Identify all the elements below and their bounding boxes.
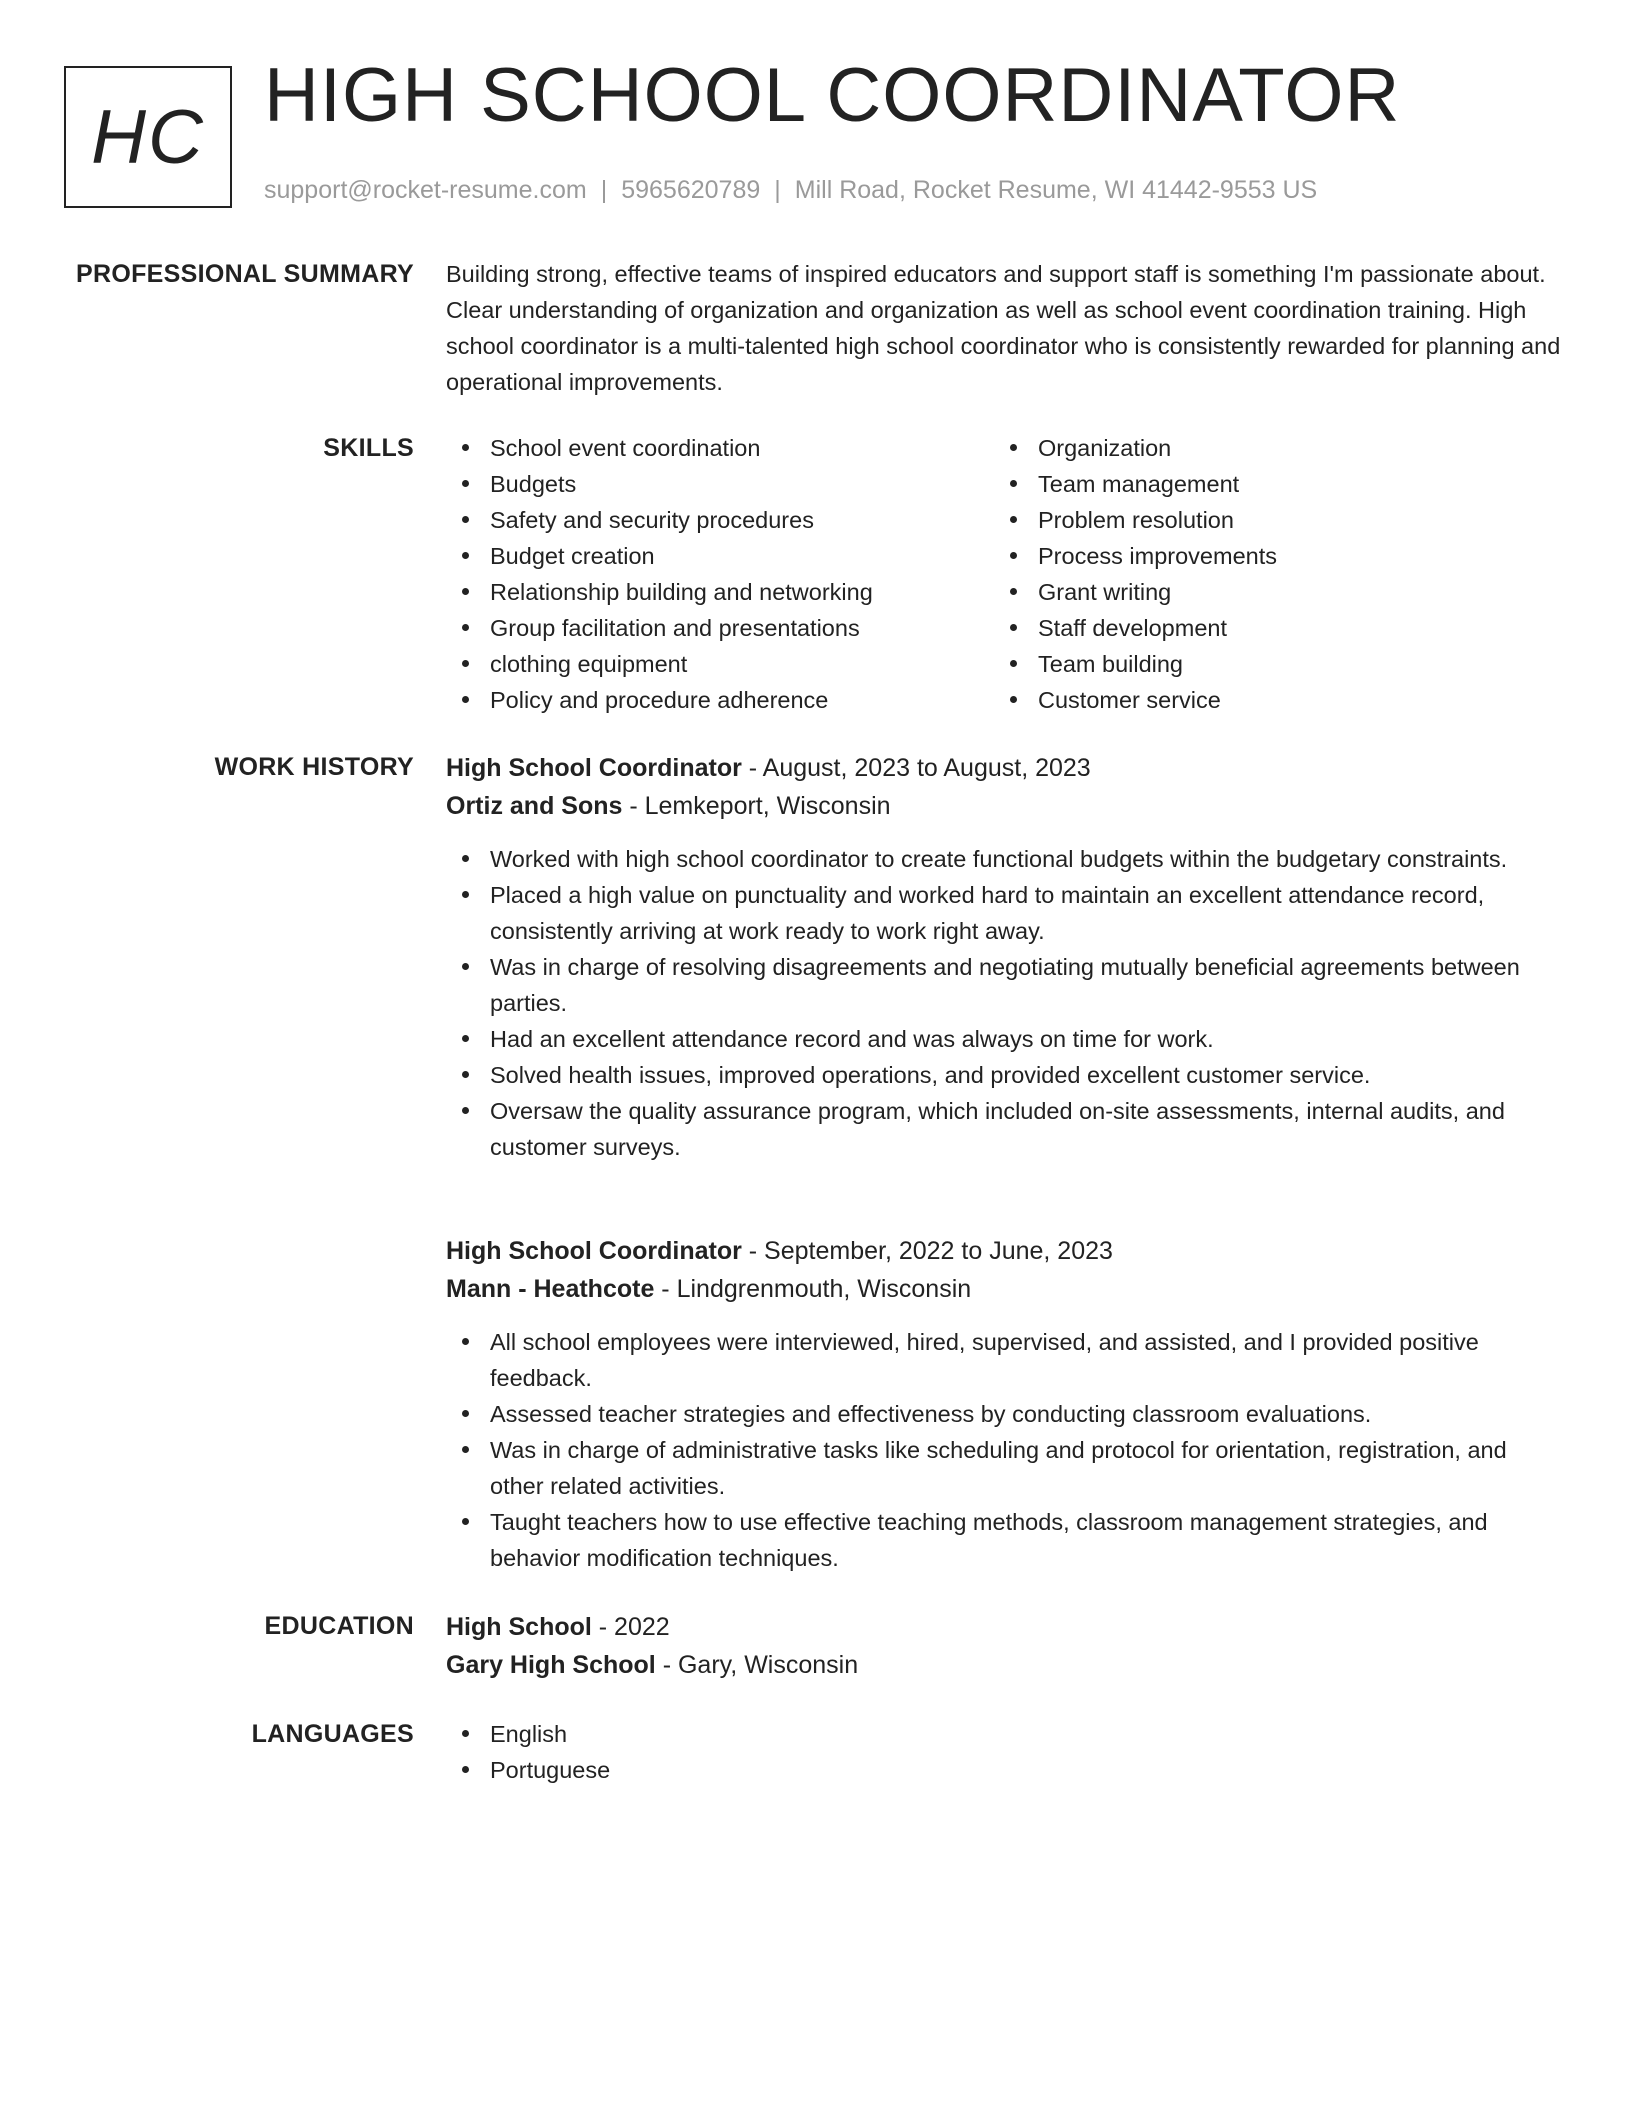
job-bullet: All school employees were interviewed, hired, supervised, and assisted, and I provided positive feedback. <box>446 1324 1566 1396</box>
job-bullet: Had an excellent attendance record and was always on time for work. <box>446 1021 1566 1057</box>
job-title: High School Coordinator <box>446 1237 742 1265</box>
contact-email: support@rocket-resume.com <box>264 176 587 204</box>
resume-title: HIGH SCHOOL COORDINATOR <box>264 53 1401 138</box>
skills-list-right <box>994 430 1542 718</box>
employer-location: - Lemkeport, Wisconsin <box>622 792 891 820</box>
employer-line <box>446 1270 1566 1308</box>
skill-item: Organization <box>994 430 1542 466</box>
job-bullet: Solved health issues, improved operations, and provided excellent customer service. <box>446 1057 1566 1093</box>
job-bullet: Placed a high value on punctuality and worked hard to maintain an excellent attendance record, consistently arriving at work ready to work right away. <box>446 877 1566 949</box>
job-entry <box>446 1232 1566 1576</box>
degree-year: - 2022 <box>591 1613 670 1641</box>
language-item: Portuguese <box>446 1752 1566 1788</box>
skill-item: Staff development <box>994 610 1542 646</box>
skills-list-left <box>446 430 994 718</box>
employer-location: - Lindgrenmouth, Wisconsin <box>654 1275 972 1303</box>
skill-item: Customer service <box>994 682 1542 718</box>
skill-item: Group facilitation and presentations <box>446 610 994 646</box>
employer-name: Mann - Heathcote <box>446 1275 655 1303</box>
job-entry <box>446 749 1566 1165</box>
job-bullet: Taught teachers how to use effective teaching methods, classroom management strategies, and behavior modification techniques. <box>446 1504 1566 1576</box>
contact-line <box>264 176 1317 205</box>
job-title-line <box>446 749 1566 787</box>
education-entry <box>446 1608 1566 1684</box>
skill-item: School event coordination <box>446 430 994 466</box>
skill-item: Grant writing <box>994 574 1542 610</box>
job-bullet: Oversaw the quality assurance program, which included on-site assessments, internal audits, and customer surveys. <box>446 1093 1566 1165</box>
job-bullet: Worked with high school coordinator to create functional budgets within the budgetary constraints. <box>446 841 1566 877</box>
summary-text: Building strong, effective teams of inspired educators and support staff is something I'm passionate about. Clear understanding of organization and organization as well as school event coordination training. High school coordinator is a multi-talented high school coordinator who is consistently rewarded for planning and operational improvements. <box>446 261 1561 395</box>
contact-phone: 5965620789 <box>621 176 761 204</box>
job-dates: - September, 2022 to June, 2023 <box>741 1237 1113 1265</box>
language-item: English <box>446 1716 1566 1752</box>
job-bullets <box>446 841 1566 1165</box>
section-label-summary: PROFESSIONAL SUMMARY <box>76 260 414 288</box>
skill-item: clothing equipment <box>446 646 994 682</box>
skill-item: Problem resolution <box>994 502 1542 538</box>
section-label-skills: SKILLS <box>323 434 414 462</box>
skill-item: Team management <box>994 466 1542 502</box>
monogram-box <box>64 66 232 208</box>
languages-list <box>446 1716 1566 1788</box>
section-label-work-history: WORK HISTORY <box>214 753 414 781</box>
contact-separator: | <box>774 176 781 204</box>
job-title-line <box>446 1232 1566 1270</box>
skill-item: Budget creation <box>446 538 994 574</box>
skill-item: Policy and procedure adherence <box>446 682 994 718</box>
section-label-education: EDUCATION <box>264 1612 414 1640</box>
skill-item: Relationship building and networking <box>446 574 994 610</box>
degree-name: High School <box>446 1613 592 1641</box>
employer-name: Ortiz and Sons <box>446 792 623 820</box>
job-bullets <box>446 1324 1566 1576</box>
job-bullet: Was in charge of administrative tasks like scheduling and protocol for orientation, registration, and other related activities. <box>446 1432 1566 1504</box>
degree-line <box>446 1608 1566 1646</box>
contact-address: Mill Road, Rocket Resume, WI 41442-9553 US <box>794 176 1318 204</box>
skill-item: Process improvements <box>994 538 1542 574</box>
school-name: Gary High School <box>446 1651 656 1679</box>
job-bullet: Was in charge of resolving disagreements and negotiating mutually beneficial agreements between parties. <box>446 949 1566 1021</box>
skill-item: Budgets <box>446 466 994 502</box>
school-line <box>446 1646 1566 1684</box>
job-title: High School Coordinator <box>446 754 742 782</box>
monogram-initials: HC <box>91 94 205 180</box>
school-location: - Gary, Wisconsin <box>655 1651 859 1679</box>
job-dates: - August, 2023 to August, 2023 <box>741 754 1091 782</box>
section-label-languages: LANGUAGES <box>251 1720 414 1748</box>
skill-item: Team building <box>994 646 1542 682</box>
skills-columns <box>446 430 1566 718</box>
job-bullet: Assessed teacher strategies and effectiveness by conducting classroom evaluations. <box>446 1396 1566 1432</box>
contact-separator: | <box>600 176 608 204</box>
employer-line <box>446 787 1566 825</box>
skill-item: Safety and security procedures <box>446 502 994 538</box>
